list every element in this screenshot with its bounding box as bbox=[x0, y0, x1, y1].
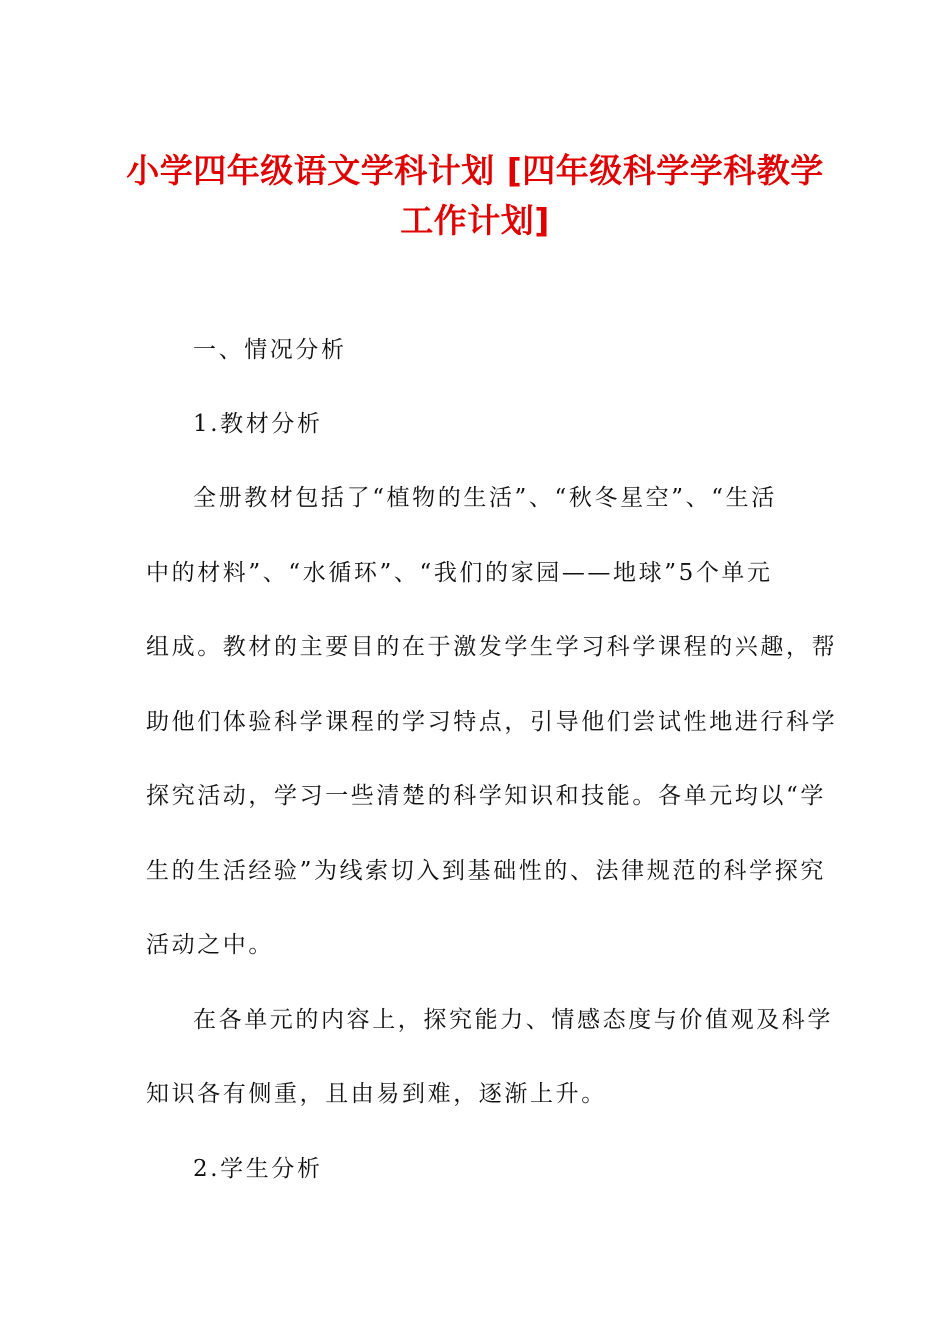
paragraph-line: 在各单元的内容上，探究能力、情感态度与价值观及科学 bbox=[193, 1007, 833, 1033]
paragraph-line: 助他们体验科学课程的学习特点，引导他们尝试性地进行科学 bbox=[146, 709, 838, 735]
paragraph-line: 活动之中。 bbox=[146, 932, 274, 958]
document-title: 小学四年级语文学科计划 [四年级科学学科教学工作计划] bbox=[126, 151, 824, 240]
paragraph-line: 探究活动，学习一些清楚的科学知识和技能。各单元均以“学 bbox=[146, 783, 826, 809]
section-heading-situation-analysis: 一、情况分析 bbox=[193, 337, 347, 363]
paragraph-line: 组成。教材的主要目的在于激发学生学习科学课程的兴趣，帮 bbox=[146, 634, 838, 660]
paragraph-line: 中的材料”、“水循环”、“我们的家园——地球”5个单元 bbox=[146, 560, 773, 586]
paragraph-line: 知识各有侧重，且由易到难，逐渐上升。 bbox=[146, 1081, 607, 1107]
subsection-heading-student-analysis: 2.学生分析 bbox=[193, 1156, 323, 1182]
paragraph-line: 全册教材包括了“植物的生活”、“秋冬星空”、“生活 bbox=[193, 485, 777, 511]
subsection-heading-textbook-analysis: 1.教材分析 bbox=[193, 411, 323, 437]
paragraph-line: 生的生活经验”为线索切入到基础性的、法律规范的科学探究 bbox=[146, 858, 826, 884]
